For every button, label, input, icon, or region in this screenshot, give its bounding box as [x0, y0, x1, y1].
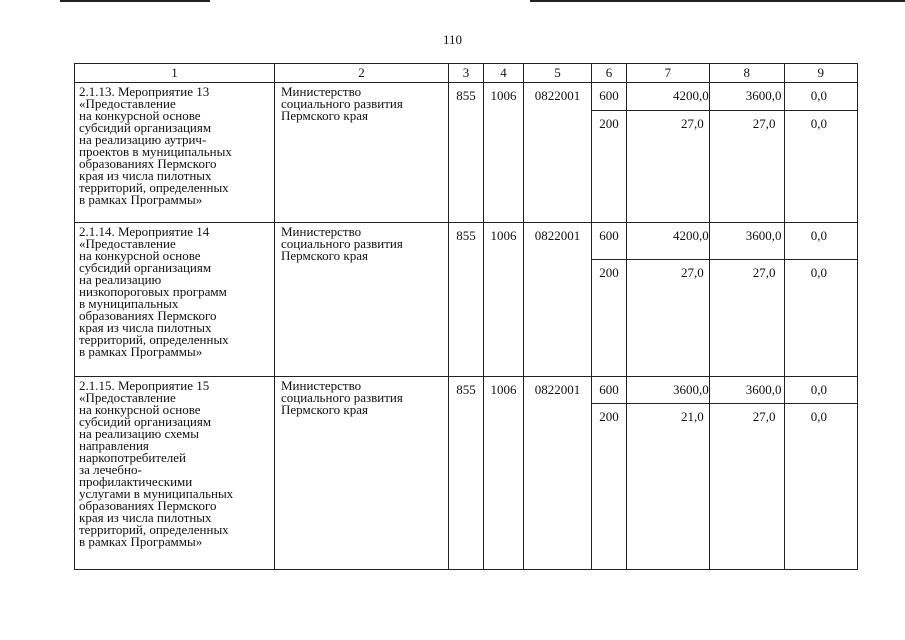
- organization-cell: [275, 223, 449, 377]
- measure-name-line: территорий, определенных: [79, 522, 229, 537]
- target-code-cell: 0822001: [524, 83, 592, 223]
- header-row: [75, 64, 858, 83]
- table-row: [75, 223, 858, 260]
- organization-line: Пермского края: [281, 248, 368, 263]
- measure-name-line: субсидий организациям: [79, 120, 212, 135]
- amount-cell-col8: 27,0: [709, 111, 784, 223]
- amount-cell-col8: 27,0: [709, 260, 784, 377]
- measure-name-line: «Предоставление: [79, 236, 176, 251]
- column-header: 1: [75, 64, 275, 83]
- measure-name-line: на конкурсной основе: [79, 108, 201, 123]
- amount-cell-col9: 0,0: [784, 404, 857, 570]
- organization-line: Пермского края: [281, 402, 368, 417]
- measure-name-line: профилактическими: [79, 474, 193, 489]
- measure-name-line: на реализацию схемы: [79, 426, 200, 441]
- measure-name-line: на реализацию аутрич-: [79, 132, 207, 147]
- column-header: 2: [275, 64, 449, 83]
- measure-name-line: 2.1.15. Мероприятие 15: [79, 378, 210, 393]
- column-header: 7: [627, 64, 710, 83]
- measure-name-line: в рамках Программы»: [79, 534, 203, 549]
- admin-code-cell: 855: [449, 83, 484, 223]
- measure-name-line: образованиях Пермского: [79, 308, 217, 323]
- measure-name-line: «Предоставление: [79, 96, 176, 111]
- organization-line: Министерство: [281, 84, 362, 99]
- column-header: 8: [709, 64, 784, 83]
- measure-name-line: за лечебно-: [79, 462, 142, 477]
- amount-cell-col7: 21,0: [627, 404, 710, 570]
- measure-name-line: низкопороговых программ: [79, 284, 227, 299]
- table-row: [75, 83, 858, 111]
- column-header: 9: [784, 64, 857, 83]
- measure-name-cell: [75, 377, 275, 570]
- measure-name-line: направления: [79, 438, 149, 453]
- admin-code-cell: 855: [449, 377, 484, 570]
- amount-cell-col9: 0,0: [784, 377, 857, 404]
- measure-name-line: наркопотребителей: [79, 450, 187, 465]
- section-code-cell: 1006: [484, 83, 524, 223]
- measure-name-line: 2.1.14. Мероприятие 14: [79, 224, 210, 239]
- measure-name-line: 2.1.13. Мероприятие 13: [79, 84, 210, 99]
- amount-cell-col8: 3600,0: [709, 83, 784, 111]
- amount-cell-col7: 27,0: [627, 260, 710, 377]
- organization-line: социального развития: [281, 236, 403, 251]
- amount-cell-col9: 0,0: [784, 223, 857, 260]
- target-code-cell: 0822001: [524, 377, 592, 570]
- top-rule-right: [530, 0, 905, 2]
- measure-name-line: в рамках Программы»: [79, 344, 203, 359]
- section-code-cell: 1006: [484, 223, 524, 377]
- amount-cell-col8: 3600,0: [709, 223, 784, 260]
- expense-type-cell: 600: [592, 223, 627, 260]
- measure-name-line: края из числа пилотных: [79, 510, 212, 525]
- organization-cell: [275, 377, 449, 570]
- measure-name-cell: [75, 223, 275, 377]
- amount-cell-col9: 0,0: [784, 83, 857, 111]
- expense-type-cell: 600: [592, 377, 627, 404]
- target-code-cell: 0822001: [524, 223, 592, 377]
- organization-line: социального развития: [281, 96, 403, 111]
- measure-name-line: на конкурсной основе: [79, 248, 201, 263]
- column-header: 5: [524, 64, 592, 83]
- organization-line: социального развития: [281, 390, 403, 405]
- measure-name-line: территорий, определенных: [79, 332, 229, 347]
- amount-cell-col7: 4200,0: [627, 83, 710, 111]
- measure-name-line: края из числа пилотных: [79, 320, 212, 335]
- amount-cell-col7: 4200,0: [627, 223, 710, 260]
- measure-name-line: в муниципальных: [79, 296, 179, 311]
- measure-name-line: территорий, определенных: [79, 180, 229, 195]
- organization-cell: [275, 83, 449, 223]
- measure-name-line: субсидий организациям: [79, 260, 212, 275]
- amount-cell-col7: 27,0: [627, 111, 710, 223]
- measure-name-line: образованиях Пермского: [79, 498, 217, 513]
- top-rule-left: [60, 0, 210, 2]
- measure-name-line: «Предоставление: [79, 390, 176, 405]
- measure-name-cell: [75, 83, 275, 223]
- table-row: [75, 377, 858, 404]
- measure-name-line: края из числа пилотных: [79, 168, 212, 183]
- expense-type-cell: 600: [592, 83, 627, 111]
- budget-table: [74, 63, 858, 570]
- amount-cell-col7: 3600,0: [627, 377, 710, 404]
- column-header: 4: [484, 64, 524, 83]
- measure-name-line: услугами в муниципальных: [79, 486, 234, 501]
- organization-line: Министерство: [281, 378, 362, 393]
- admin-code-cell: 855: [449, 223, 484, 377]
- measure-name-line: субсидий организациям: [79, 414, 212, 429]
- measure-name-line: на конкурсной основе: [79, 402, 201, 417]
- amount-cell-col9: 0,0: [784, 260, 857, 377]
- expense-type-cell: 200: [592, 260, 627, 377]
- organization-line: Пермского края: [281, 108, 368, 123]
- measure-name-line: проектов в муниципальных: [79, 144, 232, 159]
- column-header: 3: [449, 64, 484, 83]
- measure-name-line: образованиях Пермского: [79, 156, 217, 171]
- measure-name-line: на реализацию: [79, 272, 162, 287]
- section-code-cell: 1006: [484, 377, 524, 570]
- column-header: 6: [592, 64, 627, 83]
- amount-cell-col9: 0,0: [784, 111, 857, 223]
- measure-name-line: в рамках Программы»: [79, 192, 203, 207]
- page-number: 110: [442, 32, 463, 47]
- amount-cell-col8: 3600,0: [709, 377, 784, 404]
- expense-type-cell: 200: [592, 404, 627, 570]
- expense-type-cell: 200: [592, 111, 627, 223]
- amount-cell-col8: 27,0: [709, 404, 784, 570]
- organization-line: Министерство: [281, 224, 362, 239]
